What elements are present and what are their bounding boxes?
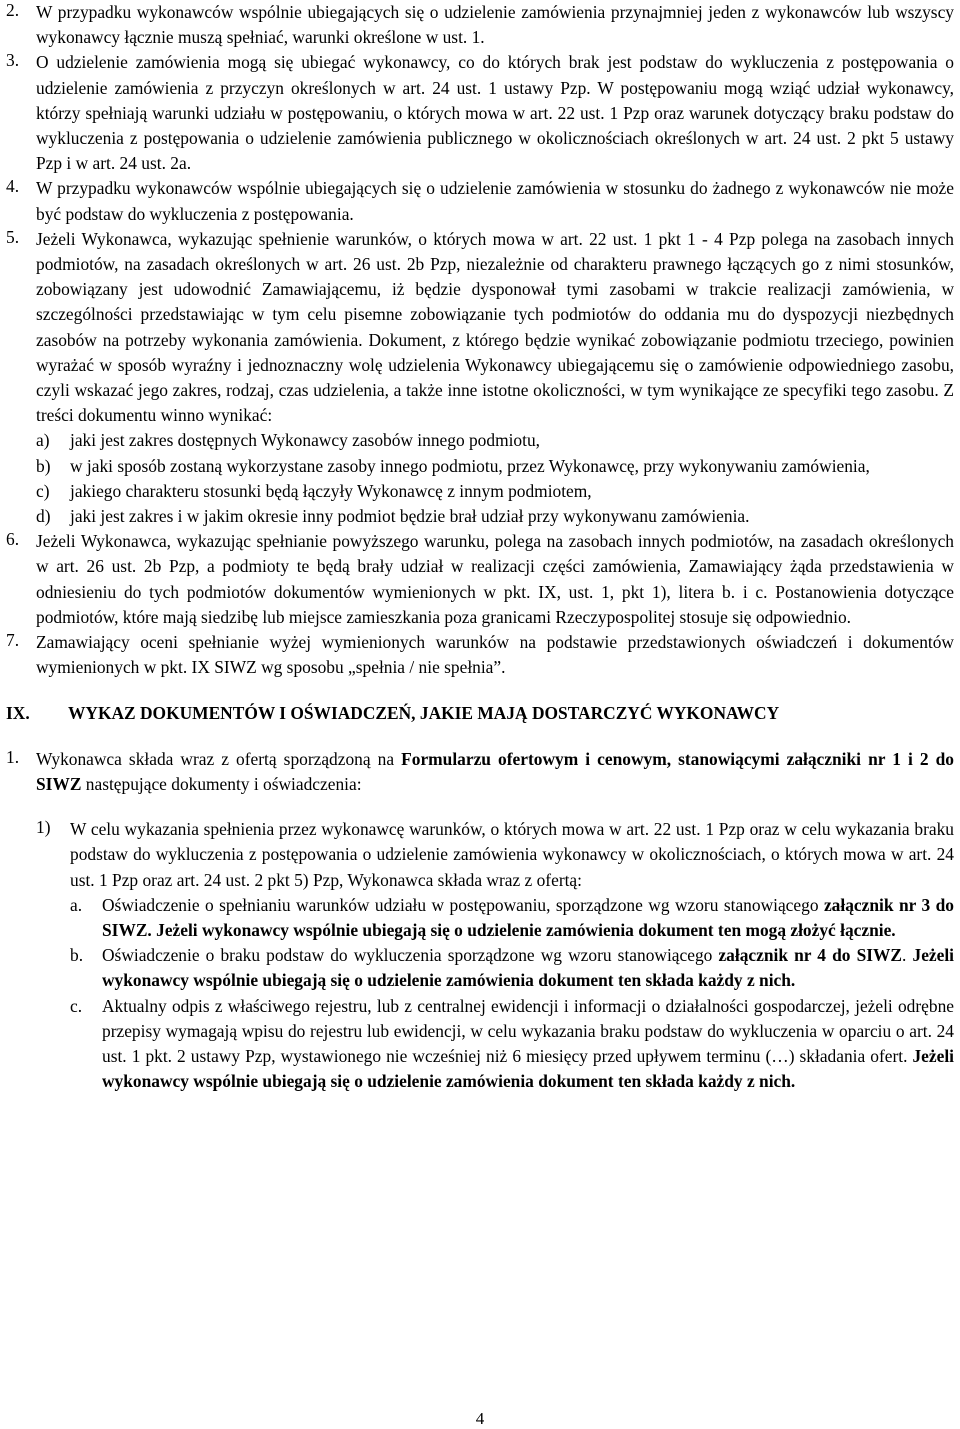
sub-item-text: w jaki sposób zostaną wykorzystane zasoby innego podmiotu, przez Wykonawcę, przy wykonywaniu zamówienia, [70,455,870,476]
item-text: W przypadku wykonawców wspólnie ubiegających się o udzielenie zamówienia w stosunku do żadnego z wykonawców nie może być podstaw do wykluczenia z postępowania. [36,178,954,224]
list-item-2 [6,0,954,50]
item-text: Jeżeli Wykonawca, wykazując spełnienie warunków, o których mowa w art. 22 ust. 1 pkt 1 - 4 Pzp polega na zasobach innych podmiotów, na zasadach określonych w art. 26 ust. 2b Pzp, niezależnie od charakteru prawnego łączących go z nimi stosunków, zobowiązany jest udowodnić Zamawiającemu, iż będzie dysponował tymi zasobami w trakcie realizacji zamówienia, w szczególności przedstawiając w tym celu pisemne zobowiązanie tych podmiotów do oddania mu do dyspozycji niezbędnych zasobów na potrzeby wykonania zamówienia. Dokument, z którego będzie wynikać zobowiązanie podmiotu trzeciego, powinien wyrażać w sposób wyraźny i jednoznaczny wolę udzielenia Wykonawcy ubiegającemu się o zamówienie odpowiedniego zasobu, czyli wskazać jego zakres, rodzaj, czas udzielenia, a także inne istotne okoliczności, w tym wynikające ze specyfiki tego zasobu. Z treści dokumentu winno wynikać: [36,228,954,426]
item-number: 7. [6,630,20,651]
item-number: 3. [6,50,20,71]
item-number: 4. [6,176,20,197]
letter-item-mark: b. [70,945,84,966]
paragraph-text-bold: Formularzu ofertowym i cenowym, stanowiącymi załączniki nr 1 i 2 do SIWZ [36,748,954,794]
list-item-7 [6,630,954,680]
sub-item-a [36,428,954,453]
letter-text-post: . [902,945,913,966]
letter-text-bold: załącznik nr 3 do SIWZ. Jeżeli wykonawcy wspólnie ubiegają się o udzielenie zamówienia dokument ten mogą złożyć łącznie. [102,894,954,940]
sub-item-d [36,504,954,529]
letter-text-pre: Oświadczenie o spełnianiu warunków udziału w postępowaniu, sporządzone wg wzoru stanowiącego [102,894,824,915]
sub-item-letter: d) [36,506,51,527]
section-title: WYKAZ DOKUMENTÓW I OŚWIADCZEŃ, JAKIE MAJĄ DOSTARCZYĆ WYKONAWCY [68,703,780,724]
sub-item-letter: b) [36,455,51,476]
point-number: 1) [36,817,51,838]
item-number: 2. [6,0,20,20]
item-number: 6. [6,529,20,550]
paragraph-text-pre: Wykonawca składa wraz z ofertą sporządzoną na [36,748,402,769]
item-text: O udzielenie zamówienia mogą się ubiegać wykonawcy, co do których brak jest podstaw do wykluczenia z postępowania o udzielenie zamówienia z przyczyn określonych w art. 24 ust. 1 ustawy Pzp. W postępowaniu mogą wziąć udział wykonawcy, którzy spełniają warunki udziału w postępowaniu, o których mowa w art. 22 ust. 1 Pzp oraz warunek dotyczący braku podstaw do wykluczenia z postępowania o udzielenie zamówienia publicznego w okolicznościach określonych w art. 24 ust. 2 pkt 5 ustawy Pzp i w art. 24 ust. 2a. [36,52,954,174]
paragraph-1 [6,747,954,797]
list-item-6 [6,529,954,630]
letter-text-pre: Aktualny odpis z właściwego rejestru, lub z centralnej ewidencji i informacji o działalności gospodarczej, jeżeli odrębne przepisy wymagają wpisu do rejestru lub ewidencji, w celu wykazania braku podstaw do wykluczenia w oparciu o art. 24 ust. 1 pkt. 2 ustawy Pzp, wystawionego nie wcześniej niż 6 miesięcy przed upływem terminu (…) składania ofert. [102,995,954,1066]
letter-item-mark: c. [70,995,83,1016]
point-text: W celu wykazania spełnienia przez wykonawcę warunków, o których mowa w art. 22 ust. 1 Pzp oraz w celu wykazania braku podstaw do wykluczenia z postępowania o udzielenie zamówienia wykonawcy w okolicznościach, o których mowa w art. 24 ust. 1 Pzp oraz art. 24 ust. 2 pkt 5) Pzp, Wykonawca składa wraz z ofertą: [70,819,954,890]
letter-item-mark: a. [70,894,83,915]
point-1 [6,817,954,1094]
letter-item-text [102,943,954,993]
sub-item-letter: a) [36,430,50,451]
item-number: 5. [6,226,20,247]
item-text: Jeżeli Wykonawca, wykazując spełnianie powyższego warunku, polega na zasobach innych podmiotów, na zasadach określonych w art. 26 ust. 2b Pzp, a podmioty te będą brały udział w realizacji części zamówienia, Zamawiający żąda przedstawienia w odniesieniu do tych podmiotów dokumentów wymienionych w pkt. IX, ust. 1, pkt 1), litera b. i c. Postanowienia dotyczące podmiotów, które mają siedzibę lub miejsce zamieszkania poza granicami Rzeczypospolitej stosuje się odpowiednio. [36,531,954,627]
sub-item-text: jaki jest zakres dostępnych Wykonawcy zasobów innego podmiotu, [70,430,541,451]
item-body [36,227,954,529]
letter-item-a [70,893,954,943]
list-item-4 [6,176,954,226]
letter-item-text [102,994,954,1095]
item-text: W przypadku wykonawców wspólnie ubiegających się o udzielenie zamówienia przynajmniej jeden z wykonawców lub wszyscy wykonawcy łącznie muszą spełniać, warunki określone w ust. 1. [36,2,954,48]
paragraph-number: 1. [6,746,20,767]
sub-item-b [36,454,954,479]
letter-text-bold: Jeżeli wykonawcy wspólnie ubiegają się o udzielenie zamówienia dokument ten składa każdy z nich. [102,1045,954,1092]
sub-item-c [36,479,954,504]
sub-item-text: jaki jest zakres i w jakim okresie inny podmiot będzie brał udział przy wykonywanu zamówienia. [70,506,750,527]
list-item-3 [6,50,954,176]
letter-item-c [70,994,954,1095]
list-item-5 [6,227,954,529]
letter-text-bold: załącznik nr 4 do SIWZ [718,945,903,966]
letter-text-pre: Oświadczenie o braku podstaw do wykluczenia sporządzone wg wzoru stanowiącego [102,945,719,966]
paragraph-text-post: następujące dokumenty i oświadczenia: [81,773,362,794]
section-heading [6,701,954,726]
list-conditions [6,0,954,680]
letter-text-bold-2: Jeżeli wykonawcy wspólnie ubiegają się o udzielenie zamówienia dokument ten składa każdy z nich. [102,945,955,991]
paragraph-text [36,747,954,797]
page-number: 4 [475,1409,485,1428]
section-number: IX. [6,703,30,724]
point-body [70,817,954,1094]
letter-item-text [102,893,954,943]
item-text: Zamawiający oceni spełnianie wyżej wymienionych warunków na podstawie przedstawionych oświadczeń i dokumentów wymienionych w pkt. IX SIWZ wg sposobu „spełnia / nie spełnia”. [36,632,954,678]
sub-item-text: jakiego charakteru stosunki będą łączyły Wykonawcę z innym podmiotem, [70,480,592,501]
letter-item-b [70,943,954,993]
sub-item-letter: c) [36,480,50,501]
